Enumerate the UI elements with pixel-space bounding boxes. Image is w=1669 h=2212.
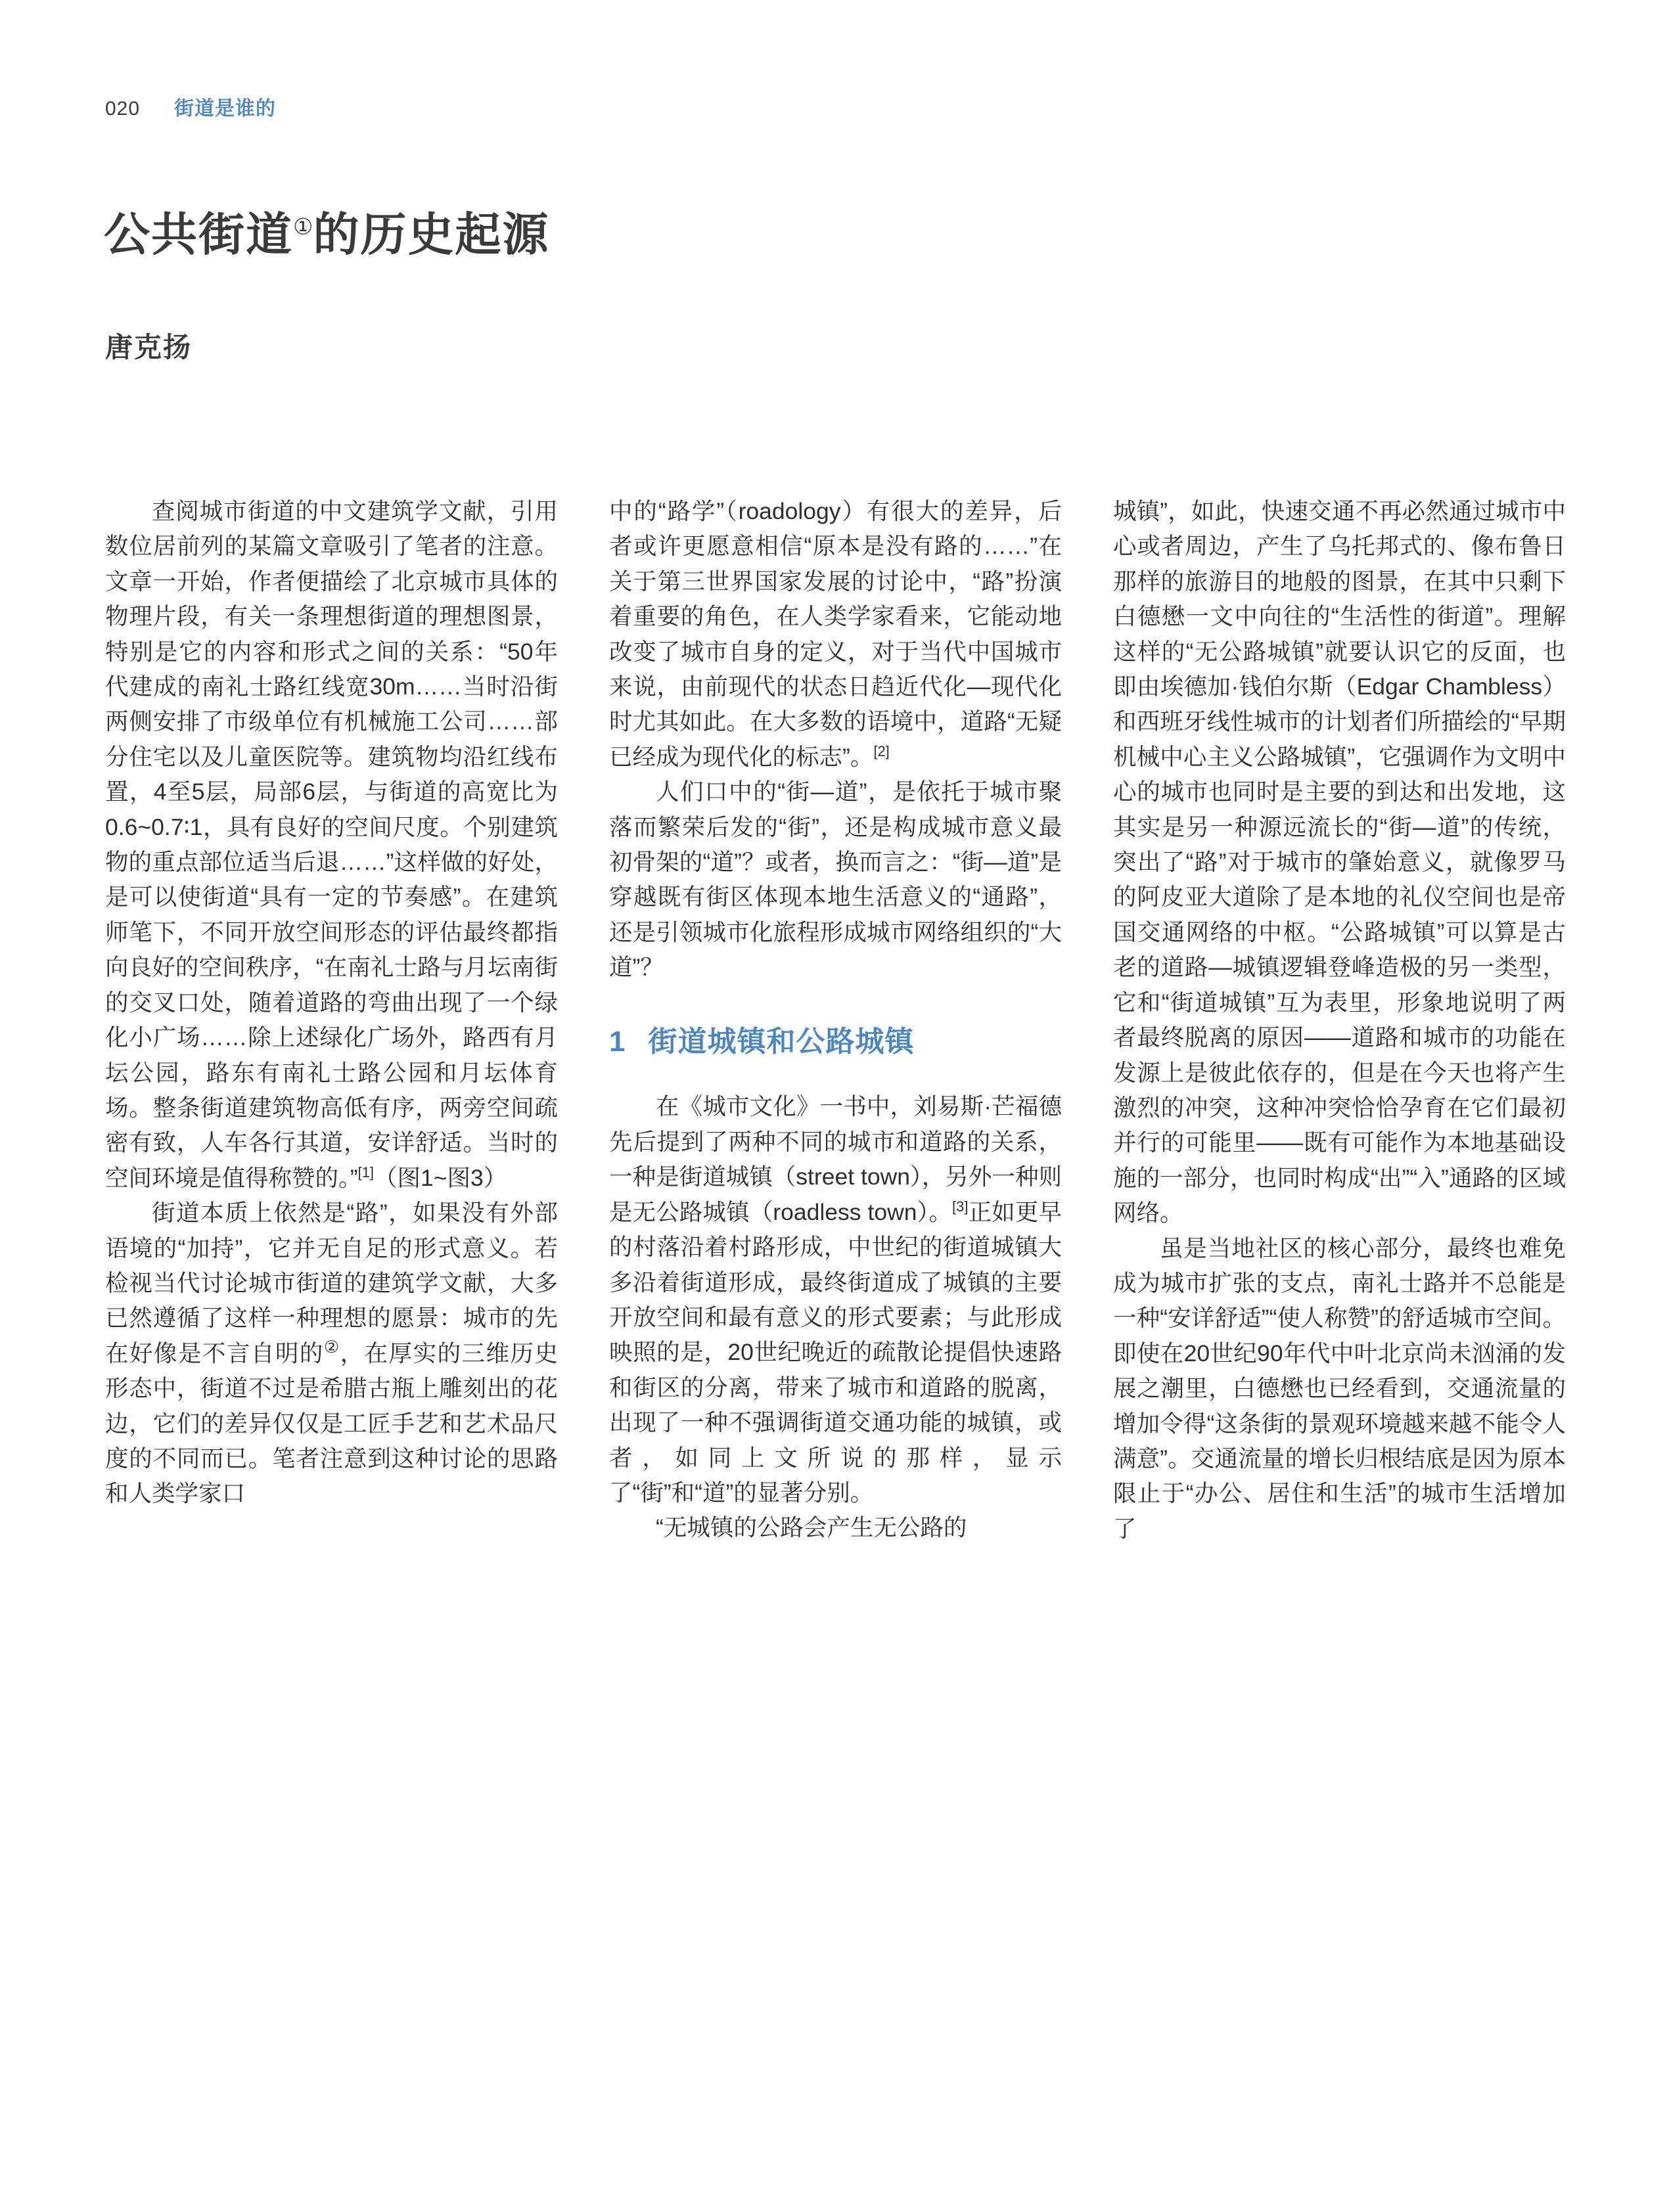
paragraph (609, 494, 1062, 775)
article-author: 唐克扬 (105, 332, 193, 363)
paragraph-text: 街道本质上依然是“路”，如果没有外部语境的“加持”，它并无自足的形式意义。若检视当代讨论城市街道的建筑学文献，大多已然遵循了这样一种理想的愿景：城市的先在好像是不言自明的 (105, 1200, 558, 1366)
column-2 (609, 494, 1062, 2136)
paragraph-tail: 正如更早的村落沿着村路形成，中世纪的街道城镇大多沿着街道形成，最终街道成了城镇的主要开放空间和最有意义的形式要素；与此形成映照的是，20世纪晚近的疏散论提倡快速路和街区的分离，带来了城市和道路的脱离，出现了一种不强调街道交通功能的城镇，或者，如同上文所说的那样，显示了“街”和“道”的显著分别。 (609, 1198, 1062, 1506)
paragraph: “无城镇的公路会产生无公路的 (656, 1514, 967, 1541)
paragraph-tail: ，在厚实的三维历史形态中，街道不过是希腊古瓶上雕刻出的花边，它们的差异仅仅是工匠手艺和艺术品尺度的不同而已。笔者注意到这种讨论的思路和人类学家口 (105, 1340, 558, 1507)
section-heading (609, 1025, 1062, 1060)
section-number: 1 (609, 1025, 626, 1058)
body-columns (105, 494, 1566, 2136)
section-spacer-bottom (609, 1059, 1062, 1089)
paragraph: 人们口中的“街—道”，是依托于城市聚落而繁荣后发的“街”，还是构成城市意义最初骨架的“道”？或者，换而言之：“街—道”是穿越既有街区体现本地生活意义的“通路”，还是引领城市化旅程形成城市网络组织的“大道”？ (609, 779, 1062, 981)
reference-marker: [2] (873, 743, 890, 760)
paragraph-tail: （图1~图3） (374, 1164, 507, 1191)
running-head (105, 92, 276, 121)
paragraph (105, 1196, 558, 1512)
article-title (104, 210, 549, 260)
article-title-rest: 的历史起源 (313, 208, 550, 260)
article-title-main: 公共街道 (104, 208, 293, 260)
paragraph-text: 在《城市文化》一书中，刘易斯·芒福德先后提到了两种不同的城市和道路的关系，一种是街道城镇（street town），另外一种则是无公路城镇（roadless town）。 (609, 1093, 1062, 1225)
title-footnote-marker: ① (293, 214, 313, 240)
book-title: 街道是谁的 (174, 98, 277, 120)
reference-marker: [3] (952, 1198, 969, 1215)
reference-marker: [1] (357, 1163, 375, 1181)
paragraph: 虽是当地社区的核心部分，最终也难免成为城市扩张的支点，南礼士路并不总能是一种“安详舒适”“使人称赞”的舒适城市空间。即使在20世纪90年代中叶北京尚未汹涌的发展之潮里，白德懋也已经看到，交通流量的增加令得“这条街的景观环境越来越不能令人满意”。交通流量的增长归根结底是因为原本限止于“办公、居住和生活”的城市生活增加了 (1113, 1234, 1566, 1542)
paragraph (609, 1089, 1062, 1510)
section-spacer-top (609, 985, 1062, 1025)
page-folio: 020 (105, 98, 141, 120)
circled-footnote-marker: ② (323, 1336, 340, 1357)
paragraph-text: 查阅城市街道的中文建筑学文献，引用数位居前列的某篇文章吸引了笔者的注意。文章一开始，作者便描绘了北京城市具体的物理片段，有关一条理想街道的理想图景，特别是它的内容和形式之间的关系：“50年代建成的南礼士路红线宽30m……当时沿街两侧安排了市级单位有机械施工公司……部分住宅以及儿童医院等。建筑物均沿红线布置，4至5层，局部6层，与街道的高宽比为0.6~0.7∶1，具有良好的空间尺度。个别建筑物的重点部位适当后退……”这样做的好处，是可以使街道“具有一定的节奏感”。在建筑师笔下，不同开放空间形态的评估最终都指向良好的空间秩序，“在南礼士路与月坛南街的交叉口处，随着道路的弯曲出现了一个绿化小广场……除上述绿化广场外，路西有月坛公园，路东有南礼士路公园和月坛体育场。整条街道建筑物高低有序，两旁空间疏密有致，人车各行其道，安详舒适。当时的空间环境是值得称赞的。” (105, 498, 558, 1191)
column-1 (105, 494, 558, 2136)
paragraph (105, 494, 558, 1196)
paragraph: 城镇”，如此，快速交通不再必然通过城市中心或者周边，产生了乌托邦式的、像布鲁日那样的旅游目的地般的图景，在其中只剩下白德懋一文中向往的“生活性的街道”。理解这样的“无公路城镇”就要认识它的反面，也即由埃德加·钱伯尔斯（Edgar Chambless）和西班牙线性城市的计划者们所描绘的“早期机械中心主义公路城镇”，它强调作为文明中心的城市也同时是主要的到达和出发地，这其实是另一种源远流长的“街—道”的传统，突出了“路”对于城市的肇始意义，就像罗马的阿皮亚大道除了是本地的礼仪空间也是帝国交通网络的中枢。“公路城镇”可以算是古老的道路—城镇逻辑登峰造极的另一类型，它和“街道城镇”互为表里，形象地说明了两者最终脱离的原因——道路和城市的功能在发源上是彼此依存的，但是在今天也将产生激烈的冲突，这种冲突恰恰孕育在它们最初并行的可能里——既有可能作为本地基础设施的一部分，也同时构成“出”“入”通路的区域网络。 (1113, 498, 1566, 1227)
paragraph-text: 中的“路学”（roadology）有很大的差异，后者或许更愿意相信“原本是没有路的……”在关于第三世界国家发展的讨论中，“路”扮演着重要的角色，在人类学家看来，它能动地改变了城市自身的定义，对于当代中国城市来说，由前现代的状态日趋近代化—现代化时尤其如此。在大多数的语境中，道路“无疑已经成为现代化的标志”。 (609, 498, 1062, 770)
column-3 (1113, 494, 1566, 2136)
section-label: 街道城镇和公路城镇 (648, 1025, 915, 1058)
